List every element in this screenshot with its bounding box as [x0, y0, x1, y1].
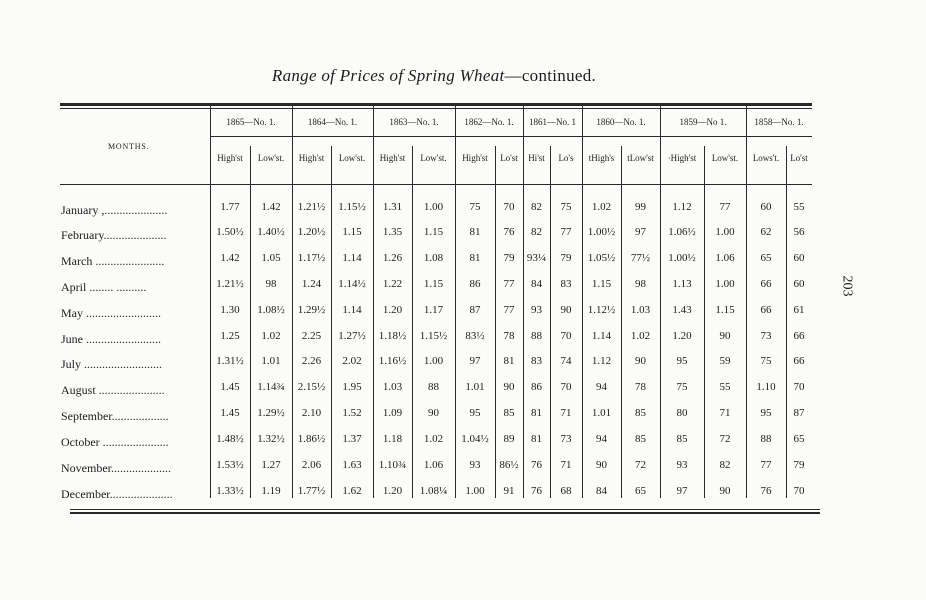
low-price-cell: 1.42 — [261, 201, 281, 213]
low-price-cell: 90 — [503, 381, 515, 393]
sub-column-rule — [786, 146, 787, 498]
low-price-cell: 70 — [560, 381, 572, 393]
low-price-cell: 75 — [560, 201, 572, 213]
low-price-cell: 97 — [635, 226, 646, 238]
month-label: January ,..................... — [61, 203, 168, 217]
low-price-cell: 60 — [793, 252, 805, 264]
low-subheader: Lo'st — [500, 153, 518, 163]
low-price-cell: 72 — [719, 433, 731, 445]
sub-column-rule — [621, 146, 622, 498]
low-price-cell: 70 — [503, 201, 515, 213]
high-price-cell: 60 — [760, 201, 772, 213]
low-price-cell: 61 — [793, 304, 805, 316]
low-price-cell: 1.05 — [261, 252, 281, 264]
high-subheader: High'st — [217, 153, 243, 163]
low-price-cell: 2.02 — [342, 355, 362, 367]
low-price-cell: 99 — [635, 201, 646, 213]
low-price-cell: 1.08½ — [257, 304, 285, 316]
high-price-cell: 95 — [760, 407, 772, 419]
high-price-cell: 2.25 — [301, 330, 322, 342]
low-price-cell: 77 — [503, 304, 515, 316]
high-price-cell: 1.04½ — [461, 433, 489, 445]
high-price-cell: 77 — [760, 459, 772, 471]
low-price-cell: 1.32½ — [257, 433, 285, 445]
header-divider-rule — [60, 184, 812, 185]
low-price-cell: 1.01 — [261, 355, 281, 367]
low-price-cell: 56 — [793, 226, 805, 238]
sub-column-rule — [250, 146, 251, 498]
low-price-cell: 1.02 — [423, 433, 444, 445]
high-price-cell: 1.12 — [591, 355, 612, 367]
low-price-cell: 89 — [503, 433, 515, 445]
low-price-cell: 1.00 — [715, 278, 735, 290]
high-price-cell: 1.42 — [220, 252, 240, 264]
high-price-cell: 1.01 — [591, 407, 612, 419]
high-price-cell: 1.00 — [465, 485, 485, 497]
month-label: September................... — [61, 409, 169, 423]
low-price-cell: 90 — [719, 330, 731, 342]
high-price-cell: 1.18½ — [378, 330, 407, 342]
high-price-cell: 1.43 — [672, 304, 692, 316]
high-price-cell: 93¼ — [526, 252, 547, 264]
month-label: March ....................... — [61, 254, 165, 268]
high-subheader: Hi'st — [528, 153, 545, 163]
bottom-rule-thick — [70, 512, 820, 514]
high-price-cell: 1.25 — [220, 330, 240, 342]
low-price-cell: 77 — [503, 278, 515, 290]
high-price-cell: 84 — [596, 485, 607, 497]
low-price-cell: 1.29½ — [257, 407, 285, 419]
low-price-cell: 81 — [503, 355, 515, 367]
high-price-cell: 1.77½ — [297, 485, 326, 497]
low-price-cell: 85 — [503, 407, 515, 419]
low-price-cell: 70 — [560, 330, 572, 342]
high-price-cell: 1.24 — [301, 278, 322, 290]
low-price-cell: 1.00 — [423, 201, 444, 213]
high-price-cell: 2.10 — [301, 407, 322, 419]
year-header: 1858—No. 1. — [754, 117, 804, 127]
sub-column-rule — [550, 146, 551, 498]
low-price-cell: 90 — [719, 485, 731, 497]
low-price-cell: 1.00 — [423, 355, 444, 367]
low-price-cell: 71 — [719, 407, 731, 419]
high-price-cell: 1.50½ — [216, 226, 244, 238]
high-price-cell: 1.31½ — [216, 355, 244, 367]
low-price-cell: 1.14 — [342, 252, 362, 264]
high-price-cell: 66 — [760, 304, 772, 316]
low-price-cell: 1.02 — [261, 330, 281, 342]
low-price-cell: 71 — [560, 407, 572, 419]
high-price-cell: 2.15½ — [297, 381, 326, 393]
high-price-cell: 1.77 — [220, 201, 240, 213]
subheader-rule — [210, 136, 812, 137]
low-price-cell: 78 — [503, 330, 515, 342]
high-price-cell: 1.12 — [672, 201, 692, 213]
high-price-cell: 1.06½ — [668, 226, 696, 238]
high-price-cell: 1.35 — [382, 226, 403, 238]
high-price-cell: 1.18 — [382, 433, 403, 445]
high-price-cell: 93 — [531, 304, 542, 316]
high-price-cell: 1.10 — [756, 381, 776, 393]
low-subheader: Lo's — [558, 153, 574, 163]
high-price-cell: 83½ — [465, 330, 485, 342]
low-price-cell: 79 — [560, 252, 572, 264]
low-price-cell: 1.08 — [423, 252, 444, 264]
high-price-cell: 87 — [469, 304, 481, 316]
low-price-cell: 1.15½ — [419, 330, 448, 342]
high-price-cell: 1.86½ — [297, 433, 326, 445]
low-price-cell: 1.62 — [342, 485, 362, 497]
low-price-cell: 1.15 — [423, 226, 444, 238]
top-rule-thick — [60, 103, 812, 106]
high-price-cell: 95 — [469, 407, 481, 419]
high-price-cell: 1.02 — [591, 201, 612, 213]
low-price-cell: 1.27 — [261, 459, 281, 471]
high-price-cell: 1.22 — [382, 278, 403, 290]
high-price-cell: 81 — [469, 252, 481, 264]
high-price-cell: 1.00½ — [668, 252, 696, 264]
low-subheader: Lo'st — [790, 153, 808, 163]
high-price-cell: 97 — [469, 355, 481, 367]
low-price-cell: 55 — [793, 201, 805, 213]
year-header: 1864—No. 1. — [307, 117, 358, 127]
low-price-cell: 79 — [503, 252, 515, 264]
low-price-cell: 87 — [793, 407, 805, 419]
high-price-cell: 1.09 — [382, 407, 403, 419]
page-number: 203 — [839, 275, 855, 297]
high-subheader: ·High'st — [667, 153, 697, 163]
high-subheader: tHigh's — [588, 153, 615, 163]
low-price-cell: 65 — [793, 433, 805, 445]
high-price-cell: 76 — [760, 485, 772, 497]
high-price-cell: 1.53½ — [216, 459, 244, 471]
year-header: 1862—No. 1. — [464, 117, 514, 127]
year-header: 1861—No. 1 — [529, 117, 576, 127]
low-price-cell: 83 — [560, 278, 572, 290]
low-price-cell: 1.03 — [630, 304, 651, 316]
high-price-cell: 1.05½ — [587, 252, 616, 264]
high-price-cell: 1.20 — [382, 304, 403, 316]
low-subheader: Low'st. — [338, 153, 366, 163]
month-label: June ......................... — [61, 332, 161, 346]
low-price-cell: 1.63 — [342, 459, 362, 471]
high-price-cell: 1.45 — [220, 407, 240, 419]
sub-column-rule — [704, 146, 705, 498]
low-price-cell: 76 — [503, 226, 515, 238]
sub-column-rule — [331, 146, 332, 498]
low-price-cell: 1.52 — [342, 407, 362, 419]
high-price-cell: 86 — [469, 278, 481, 290]
low-price-cell: 82 — [719, 459, 731, 471]
low-price-cell: 1.00 — [715, 226, 735, 238]
low-price-cell: 1.15½ — [338, 201, 366, 213]
high-price-cell: 83 — [531, 355, 542, 367]
low-price-cell: 77½ — [630, 252, 651, 264]
low-price-cell: 1.14 — [342, 304, 362, 316]
month-label: August ...................... — [61, 383, 165, 397]
month-label: November.................... — [61, 461, 171, 475]
sub-column-rule — [495, 146, 496, 498]
low-price-cell: 1.08¼ — [419, 485, 448, 497]
high-price-cell: 1.01 — [465, 381, 485, 393]
high-price-cell: 1.20½ — [297, 226, 326, 238]
high-price-cell: 1.00½ — [587, 226, 616, 238]
high-price-cell: 93 — [676, 459, 688, 471]
low-price-cell: 91 — [503, 485, 515, 497]
low-price-cell: 90 — [635, 355, 646, 367]
low-price-cell: 66 — [793, 355, 805, 367]
high-price-cell: 1.30 — [220, 304, 240, 316]
high-price-cell: 1.03 — [382, 381, 403, 393]
high-price-cell: 1.15 — [591, 278, 612, 290]
high-price-cell: 2.06 — [301, 459, 322, 471]
low-price-cell: 98 — [635, 278, 646, 290]
high-price-cell: 85 — [676, 433, 688, 445]
low-price-cell: 68 — [560, 485, 572, 497]
low-price-cell: 73 — [560, 433, 572, 445]
low-price-cell: 1.06 — [715, 252, 735, 264]
high-price-cell: 1.45 — [220, 381, 240, 393]
high-price-cell: 1.13 — [672, 278, 692, 290]
high-price-cell: 1.21½ — [216, 278, 244, 290]
high-price-cell: 94 — [596, 433, 607, 445]
sub-column-rule — [412, 146, 413, 498]
low-price-cell: 1.06 — [423, 459, 444, 471]
high-price-cell: 75 — [760, 355, 772, 367]
low-price-cell: 86½ — [499, 459, 519, 471]
high-price-cell: 81 — [469, 226, 481, 238]
high-price-cell: 94 — [596, 381, 607, 393]
low-price-cell: 1.15 — [423, 278, 444, 290]
low-subheader: Low'st. — [420, 153, 447, 163]
high-price-cell: 73 — [760, 330, 772, 342]
low-price-cell: 1.15 — [342, 226, 362, 238]
year-header: 1860—No. 1. — [596, 117, 646, 127]
high-price-cell: 1.12½ — [587, 304, 616, 316]
high-price-cell: 1.33½ — [216, 485, 244, 497]
month-label: December..................... — [61, 487, 173, 501]
year-header: 1865—No. 1. — [226, 117, 276, 127]
month-label: July .......................... — [61, 357, 163, 371]
low-price-cell: 59 — [719, 355, 731, 367]
high-price-cell: 95 — [676, 355, 688, 367]
low-price-cell: 60 — [793, 278, 805, 290]
low-price-cell: 1.40½ — [257, 226, 285, 238]
low-price-cell: 77 — [560, 226, 572, 238]
low-price-cell: 78 — [635, 381, 646, 393]
high-price-cell: 1.29½ — [297, 304, 326, 316]
high-price-cell: 86 — [531, 381, 542, 393]
high-price-cell: 1.26 — [382, 252, 403, 264]
low-price-cell: 1.19 — [261, 485, 281, 497]
high-price-cell: 66 — [760, 278, 772, 290]
low-subheader: Low'st. — [711, 153, 739, 163]
high-price-cell: 1.20 — [672, 330, 692, 342]
low-subheader: tLow'st — [627, 153, 654, 163]
high-price-cell: 1.21½ — [297, 201, 326, 213]
low-price-cell: 1.17 — [423, 304, 444, 316]
low-subheader: Low'st. — [257, 153, 285, 163]
month-label: May ......................... — [61, 306, 161, 320]
high-subheader: High'st — [298, 153, 325, 163]
page-title: Range of Prices of Spring Wheat—continued. — [271, 66, 597, 85]
high-price-cell: 75 — [469, 201, 481, 213]
low-price-cell: 1.95 — [342, 381, 362, 393]
high-price-cell: 1.16½ — [378, 355, 407, 367]
high-price-cell: 1.31 — [382, 201, 403, 213]
high-price-cell: 62 — [760, 226, 772, 238]
low-price-cell: 90 — [560, 304, 572, 316]
low-price-cell: 66 — [793, 330, 805, 342]
high-subheader: High'st — [379, 153, 406, 163]
month-label: October ...................... — [61, 435, 169, 449]
high-price-cell: 81 — [531, 433, 542, 445]
low-price-cell: 74 — [560, 355, 572, 367]
high-price-cell: 82 — [531, 226, 542, 238]
low-price-cell: 77 — [719, 201, 731, 213]
high-price-cell: 75 — [676, 381, 688, 393]
high-price-cell: 97 — [676, 485, 688, 497]
low-price-cell: 90 — [428, 407, 439, 419]
low-price-cell: 72 — [635, 459, 646, 471]
low-price-cell: 65 — [635, 485, 646, 497]
low-price-cell: 1.14½ — [338, 278, 366, 290]
low-price-cell: 1.02 — [630, 330, 651, 342]
high-subheader: High'st — [462, 153, 488, 163]
top-rule-thin — [60, 108, 812, 109]
high-price-cell: 88 — [760, 433, 772, 445]
low-price-cell: 71 — [560, 459, 572, 471]
month-label: February..................... — [61, 228, 167, 242]
high-price-cell: 84 — [531, 278, 542, 290]
low-price-cell: 55 — [719, 381, 731, 393]
low-price-cell: 1.37 — [342, 433, 362, 445]
low-price-cell: 1.15 — [715, 304, 735, 316]
year-header: 1863—No. 1. — [389, 117, 439, 127]
high-price-cell: 90 — [596, 459, 607, 471]
high-price-cell: 76 — [531, 459, 542, 471]
high-price-cell: 88 — [531, 330, 542, 342]
high-subheader: Lows't. — [752, 153, 780, 163]
months-header: MONTHS. — [108, 142, 150, 151]
low-price-cell: 1.27½ — [338, 330, 366, 342]
low-price-cell: 70 — [793, 485, 805, 497]
high-price-cell: 81 — [531, 407, 542, 419]
month-label: April ........ .......... — [61, 280, 147, 294]
high-price-cell: 82 — [531, 201, 542, 213]
low-price-cell: 79 — [793, 459, 805, 471]
high-price-cell: 93 — [469, 459, 481, 471]
high-price-cell: 1.48½ — [216, 433, 244, 445]
low-price-cell: 1.14¾ — [257, 381, 285, 393]
high-price-cell: 1.20 — [382, 485, 403, 497]
high-price-cell: 65 — [760, 252, 772, 264]
low-price-cell: 98 — [265, 278, 277, 290]
year-header: 1859—No 1. — [679, 117, 727, 127]
low-price-cell: 85 — [635, 433, 646, 445]
high-price-cell: 1.14 — [591, 330, 612, 342]
low-price-cell: 88 — [428, 381, 439, 393]
high-price-cell: 76 — [531, 485, 542, 497]
low-price-cell: 85 — [635, 407, 646, 419]
low-price-cell: 70 — [793, 381, 805, 393]
high-price-cell: 2.26 — [301, 355, 322, 367]
high-price-cell: 80 — [676, 407, 688, 419]
high-price-cell: 1.17½ — [297, 252, 326, 264]
high-price-cell: 1.10¾ — [378, 459, 407, 471]
bottom-rule-thin — [70, 509, 820, 510]
